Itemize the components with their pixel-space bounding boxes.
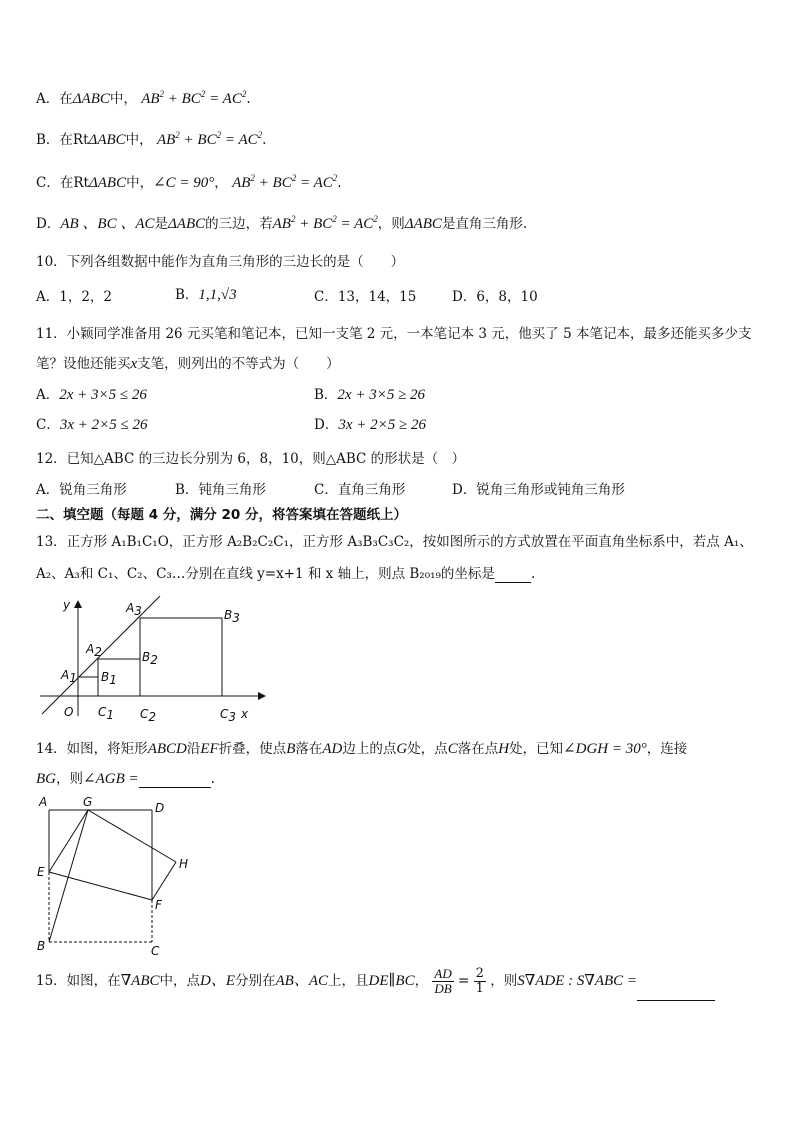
q13-stem-line1: 13．正方形 A₁B₁C₁O，正方形 A₂B₂C₂C₁，正方形 A₃B₃C₃C₂，按如图所示的方式放置在平面直角坐标系中，若点 A₁、: [36, 534, 753, 550]
label-G: G: [83, 795, 93, 809]
label-C: C: [151, 944, 160, 958]
q13-stem-line2: A₂、A₃和 C₁、C₂、C₃…分别在直线 y=x+1 和 x 轴上，则点 B₂₀₁₉的坐标是 .: [36, 566, 536, 582]
q15-answer-blank[interactable]: [637, 962, 715, 1001]
label-D: D: [155, 801, 165, 815]
q11-option-d: D．3x + 2×5 ≥ 26: [314, 417, 426, 433]
label-E: E: [37, 865, 45, 879]
label-A: A: [39, 795, 48, 809]
q11-stem-line1: 11．小颖同学准备用 26 元买笔和笔记本，已知一支笔 2 元，一本笔记本 3 元，他买了 5 本笔记本，最多还能买多少支: [36, 326, 752, 342]
q14-answer-blank[interactable]: [139, 771, 211, 788]
q9-option-b: B．在RtΔABC中， $AB^2 + BC^2 = AC^2$.: [36, 130, 267, 148]
q12-option-c: C．直角三角形: [314, 482, 406, 498]
label-C1: C1: [98, 705, 115, 722]
q9-option-a: A．在ΔABC中， $AB^2 + BC^2 = AC^2$.: [36, 89, 251, 107]
q10-option-b: B．1,1,√3: [175, 287, 237, 303]
q11-option-c: C．3x + 2×5 ≤ 26: [36, 417, 148, 433]
q15-fraction-ad-db: $\frac{AD}{DB}$: [434, 966, 452, 996]
label-A1: A1: [61, 668, 77, 685]
q15-fraction-value: $\frac{2}{1}$: [475, 966, 484, 996]
q13-figure: [36, 596, 266, 726]
q11-option-b: B．2x + 3×5 ≥ 26: [314, 387, 426, 403]
q10-option-a: A．1，2，2: [36, 289, 113, 305]
q14-stem-line2: BG，则∠AGB = .: [36, 771, 215, 787]
label-B1: B1: [101, 670, 117, 687]
label-x: x: [241, 707, 249, 721]
label-y: y: [63, 598, 71, 612]
section-heading: 二、填空题（每题 4 分，满分 20 分，将答案填在答题纸上）: [36, 507, 407, 523]
label-A2: A2: [86, 642, 102, 659]
q12-option-d: D．锐角三角形或钝角三角形: [452, 482, 625, 498]
q15-stem: 15．如图，在∇ABC中，点D、E分别在AB、AC上，且DE∥BC， $\frac{AD}{DB}$ = $\frac{2}{1}$ ，则S∇ADE : S∇ABC =: [36, 962, 715, 1001]
q14-figure: [34, 792, 204, 962]
q10-option-c: C．13，14，15: [314, 289, 417, 305]
q12-option-b: B．钝角三角形: [175, 482, 266, 498]
q9-option-c: C．在RtΔABC中，∠C = 90°， $AB^2 + BC^2 = AC^2$.: [36, 173, 342, 191]
q10-option-d: D．6，8，10: [452, 289, 538, 305]
label-H: H: [179, 857, 189, 871]
q13-answer-blank[interactable]: [495, 566, 531, 583]
label-C3: C3: [220, 707, 237, 724]
label-F: F: [155, 898, 162, 912]
q10-stem: 10．下列各组数据中能作为直角三角形的三边长的是（ ）: [36, 254, 405, 270]
label-O: O: [64, 705, 74, 719]
q11-option-a: A．2x + 3×5 ≤ 26: [36, 387, 147, 403]
label-B3: B3: [224, 608, 240, 625]
label-C2: C2: [140, 707, 157, 724]
label-B2: B2: [142, 650, 158, 667]
q9-option-d: D．AB 、BC 、AC是ΔABC的三边，若$AB^2 + BC^2 = AC^2$，则ΔABC是直角三角形.: [36, 214, 528, 232]
label-B: B: [37, 939, 46, 953]
q12-option-a: A．锐角三角形: [36, 482, 127, 498]
q12-stem: 12．已知△ABC 的三边长分别为 6，8，10，则△ABC 的形状是（ ）: [36, 451, 466, 467]
label-A3: A3: [126, 601, 142, 618]
q14-stem-line1: 14．如图，将矩形ABCD沿EF折叠，使点B落在AD边上的点G处，点C落在点H处，已知∠DGH = 30°，连接: [36, 741, 688, 757]
q11-stem-line2: 笔？设他还能买x支笔，则列出的不等式为（ ）: [36, 356, 340, 372]
